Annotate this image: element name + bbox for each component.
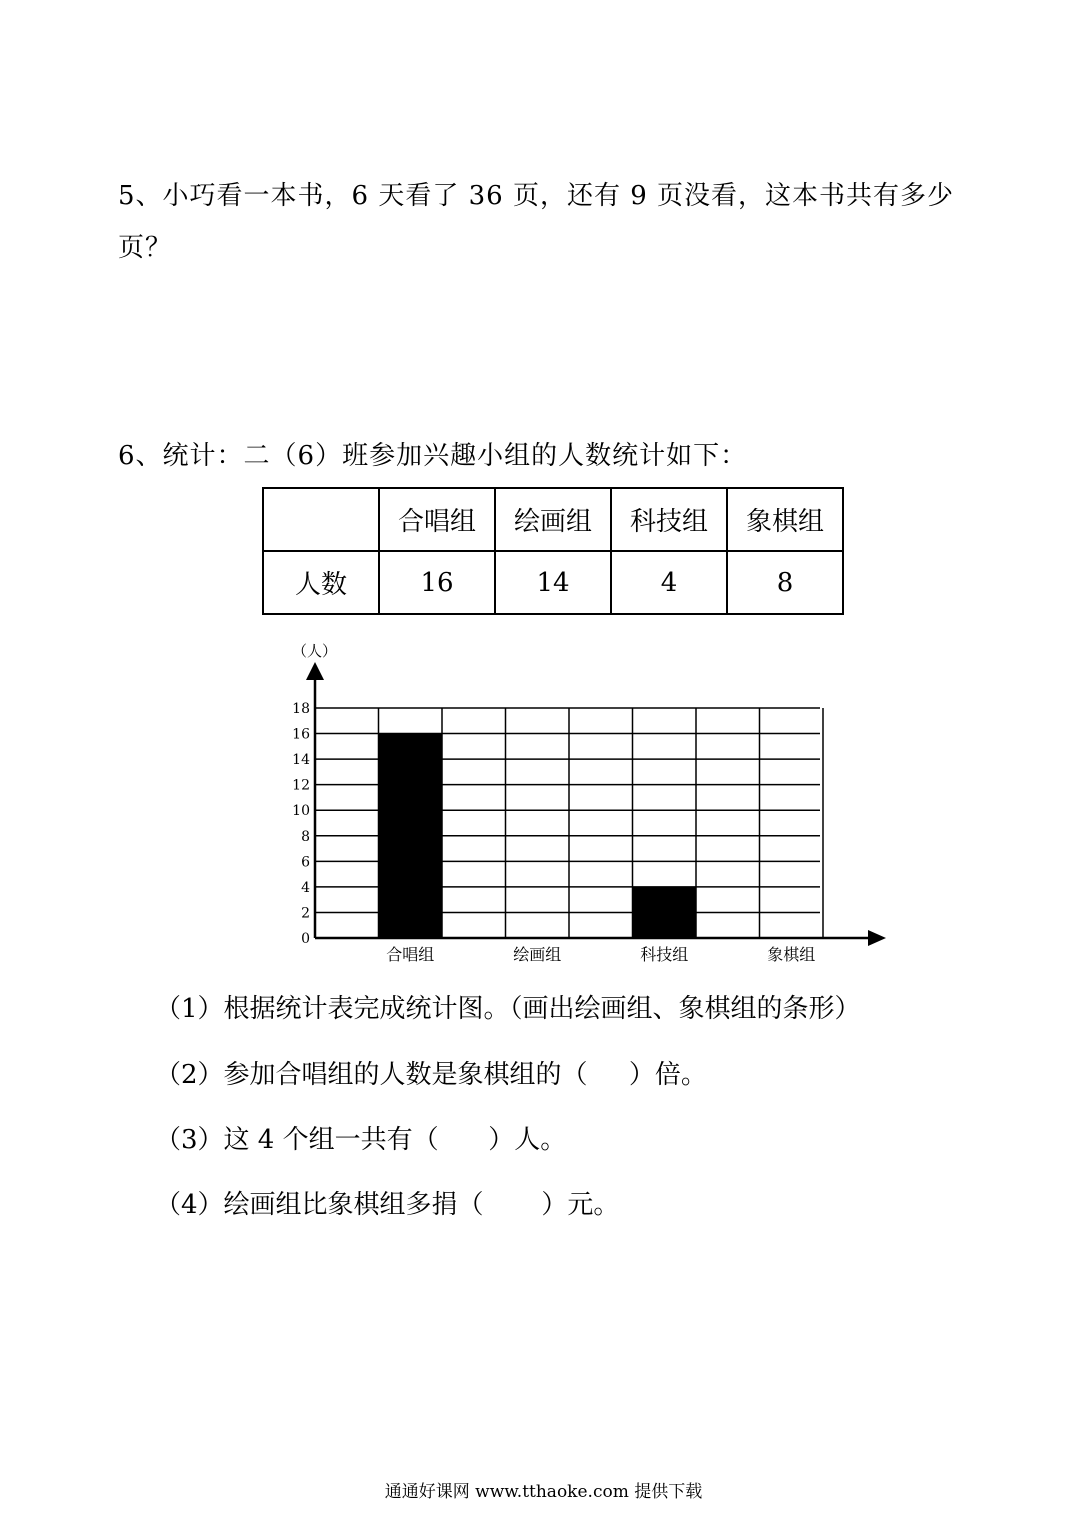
x-tick-label: 科技组: [640, 945, 689, 964]
bar-chart: [270, 638, 900, 973]
table-cell: 科技组: [611, 488, 727, 551]
y-axis-arrow-icon: [306, 662, 324, 680]
table-row: [263, 551, 843, 614]
table-cell: [263, 488, 379, 551]
y-tick-label: 4: [301, 879, 310, 896]
table-header-row: [263, 488, 843, 551]
y-tick-label: 0: [301, 931, 310, 947]
bar: [633, 887, 697, 938]
y-tick-label: 8: [301, 828, 310, 845]
footer-source: 通通好课网 www.tthaoke.com 提供下载: [384, 1482, 703, 1502]
question-5: 5、小巧看一本书，6 天看了 36 页，还有 9 页没看，这本书共有多少页？: [118, 181, 955, 263]
subquestion-1: （1）根据统计表完成统计图。（画出绘画组、象棋组的条形）: [155, 994, 861, 1024]
y-tick-label: 10: [292, 803, 310, 820]
x-tick-label: 象棋组: [767, 945, 816, 964]
table-cell: 合唱组: [379, 488, 495, 551]
question-6: 6、统计：二（6）班参加兴趣小组的人数统计如下：: [118, 441, 748, 471]
table-cell: 8: [727, 551, 843, 614]
y-axis-label: （人）: [292, 642, 338, 660]
y-tick-label: 2: [301, 905, 310, 922]
x-tick-label: 绘画组: [513, 945, 562, 964]
y-tick-label: 16: [292, 726, 310, 743]
x-tick-label: 合唱组: [386, 945, 435, 964]
x-axis-arrow-icon: [868, 930, 886, 946]
subquestion-3: （3）这 4 个组一共有（ ）人。: [155, 1125, 567, 1155]
y-tick-label: 18: [292, 701, 310, 717]
y-tick-label: 12: [292, 777, 310, 794]
table-cell: 4: [611, 551, 727, 614]
y-tick-label: 14: [292, 752, 310, 769]
subquestion-4: （4）绘画组比象棋组多捐（ ）元。: [155, 1190, 620, 1220]
table-cell: 绘画组: [495, 488, 611, 551]
stat-table: [262, 487, 844, 615]
table-cell: 人数: [263, 551, 379, 614]
table-cell: 14: [495, 551, 611, 614]
subquestion-2: （2）参加合唱组的人数是象棋组的（ ）倍。: [155, 1060, 707, 1090]
y-tick-label: 6: [301, 854, 310, 871]
table-cell: 象棋组: [727, 488, 843, 551]
bar: [379, 734, 443, 938]
table-cell: 16: [379, 551, 495, 614]
